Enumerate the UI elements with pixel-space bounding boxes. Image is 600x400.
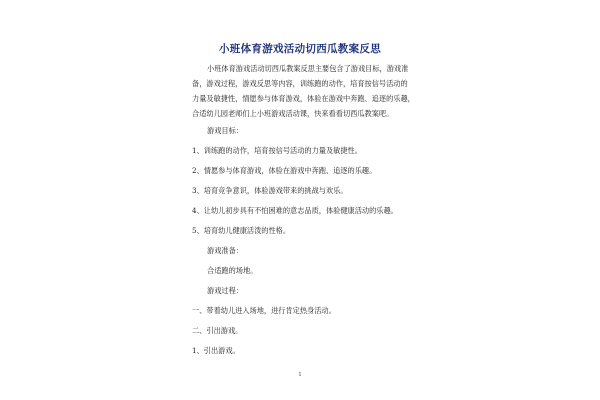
goal-item: 2、情愿参与体育游戏，体验在游戏中奔跑、追逐的乐趣。	[192, 166, 377, 175]
goals-heading: 游戏目标：	[207, 126, 243, 135]
goal-item: 4、让幼儿初步具有不怕困难的意志品质，体验健康活动的乐趣。	[192, 206, 398, 215]
process-heading: 游戏过程：	[207, 286, 243, 295]
goal-item: 5、培育幼儿健康活泼的性格。	[192, 226, 291, 235]
intro-line: 合适幼儿园老师们上小班游戏活动课，快来看看切西瓜教案吧。	[192, 109, 394, 118]
intro-line: 力量及敏捷性，情愿参与体育游戏，体验在游戏中奔跑、追逐的乐趣，	[192, 94, 415, 103]
prep-heading: 游戏准备：	[207, 246, 243, 255]
intro-line: 备，游戏过程，游戏反思等内容，训练跑的动作，培育按信号活动的	[192, 79, 408, 88]
process-step: 一、带着幼儿进入场地，进行肯定热身活动。	[192, 306, 336, 315]
process-step: 二、引出游戏。	[192, 326, 243, 335]
document-title: 小班体育游戏活动切西瓜教案反思	[219, 43, 381, 55]
page-number: 1	[298, 372, 302, 378]
goal-item: 3、培育竞争意识，体验游戏带来的挑战与欢乐。	[192, 186, 348, 195]
intro-line: 小班体育游戏活动切西瓜教案反思主要包含了游戏目标，游戏准	[207, 64, 409, 73]
goal-item: 1、训练跑的动作，培育按信号活动的力量及敏捷性。	[192, 146, 362, 155]
process-step: 1、引出游戏。	[192, 346, 240, 355]
prep-text: 合适跑的场地。	[207, 266, 258, 275]
intro-paragraph	[192, 61, 422, 121]
